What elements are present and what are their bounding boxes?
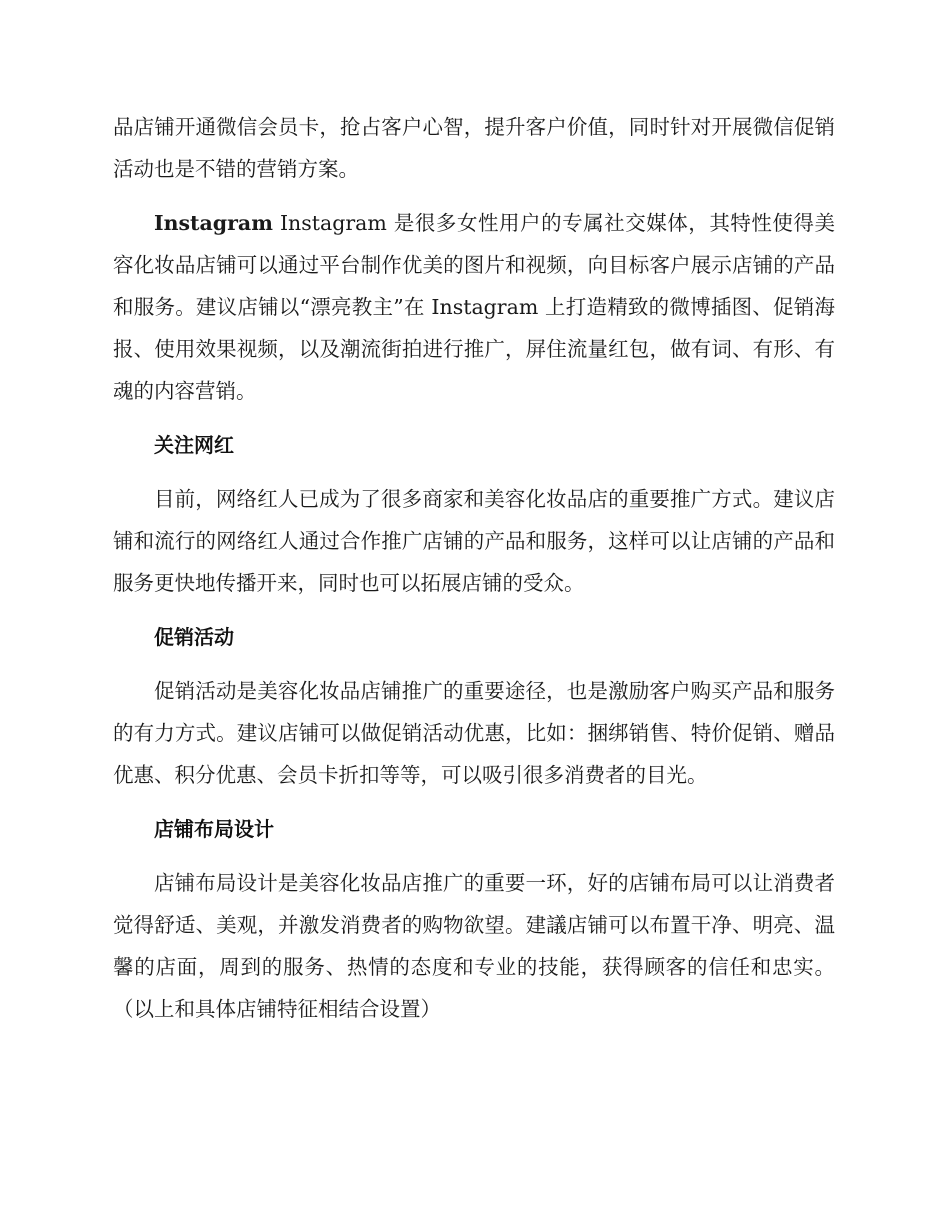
section-heading-store-layout: 店铺布局设计 <box>154 817 274 841</box>
section-body-promotions: 促销活动是美容化妆品店铺推广的重要途径，也是激励客户购买产品和服务的有力方式。建议店铺可以做促销活动优惠，比如：捆绑销售、特价促销、赠品优惠、积分优惠、会员卡折扣等等，可以吸引很多消费者的目光。 <box>113 679 835 787</box>
section-heading-influencers: 关注网红 <box>154 433 234 457</box>
instagram-paragraph <box>113 202 835 412</box>
instagram-lead: Instagram <box>154 211 273 235</box>
section-body-influencers: 目前，网络红人已成为了很多商家和美容化妆品店的重要推广方式。建议店铺和流行的网络红人通过合作推广店铺的产品和服务，这样可以让店铺的产品和服务更快地传播开来，同时也可以拓展店铺的受众。 <box>113 487 835 595</box>
instagram-body: Instagram 是很多女性用户的专属社交媒体，其特性使得美容化妆品店铺可以通过平台制作优美的图片和视频，向目标客户展示店铺的产品和服务。建议店铺以“漂亮教主”在 Instagram 上打造精致的微博插图、促销海报、使用效果视频，以及潮流街拍进行推广，屏住流量红包，做有词、有形、有魂的内容营销。 <box>113 211 835 403</box>
intro-paragraph: 品店铺开通微信会员卡，抢占客户心智，提升客户价值，同时针对开展微信促销活动也是不错的营销方案。 <box>113 115 835 181</box>
section-heading-promotions: 促销活动 <box>154 625 234 649</box>
section-body-store-layout: 店铺布局设计是美容化妆品店推广的重要一环，好的店铺布局可以让消费者觉得舒适、美观，并激发消费者的购物欲望。建議店铺可以布置干净、明亮、温馨的店面，周到的服务、热情的态度和专业的技能，获得顾客的信任和忠实。（以上和具体店铺特征相结合设置） <box>113 871 835 1021</box>
document-body <box>113 106 835 1042</box>
